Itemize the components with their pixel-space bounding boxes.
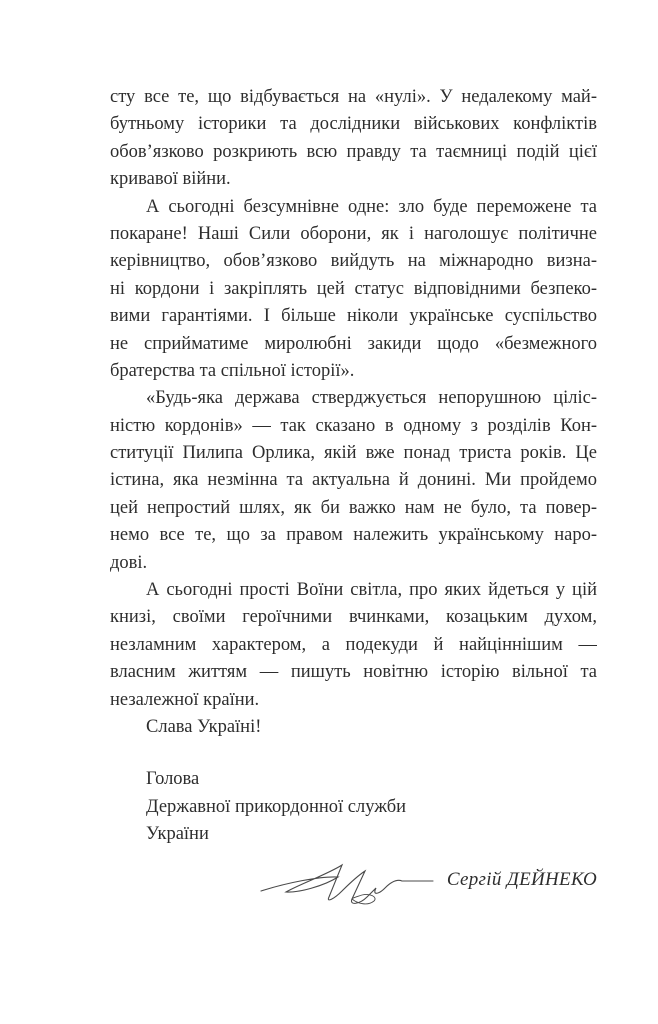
text-line: ституції Пилипа Орлика, якій вже понад триста років. Це <box>110 443 597 464</box>
text-line: вими гарантіями. І більше ніколи українське суспільство <box>110 306 597 327</box>
signature-block <box>110 766 597 912</box>
text-line: немо все те, що за правом належить українському наро- <box>110 525 597 546</box>
text-line: бутньому історики та дослідники військових конфліктів <box>110 114 597 135</box>
text-line: кривавої війни. <box>110 169 231 190</box>
text-line: незламним характером, а подекуди й найціннішим — <box>110 634 597 655</box>
signature-title-line: України <box>146 824 209 845</box>
text-line: А сьогодні безсумнівне одне: зло буде переможене та <box>146 196 597 217</box>
text-line: власним життям — пишуть новітню історію вільної та <box>110 662 597 683</box>
text-line: не сприйматиме миролюбні закиди щодо «безмежного <box>110 333 597 354</box>
text-line: А сьогодні прості Воїни світла, про яких йдеться у цій <box>146 580 597 601</box>
signature-row <box>110 851 597 913</box>
paragraph <box>110 577 597 714</box>
signatory-name: Сергій ДЕЙНЕКО <box>446 868 597 890</box>
text-line: керівництво, обов’язково вийдуть на міжнародно визна- <box>110 251 597 272</box>
text-line: ні кордони і закріплять цей статус відповідними безпеко- <box>110 278 597 299</box>
text-line: цей непростий шлях, як би важко нам не було, та повер- <box>110 497 597 518</box>
text-line: Слава Україні! <box>146 716 262 737</box>
signature-scrawl-icon <box>258 857 436 909</box>
text-line: сту все те, що відбувається на «нулі». У недалекому май- <box>110 87 597 107</box>
text-line: істина, яка незмінна та актуальна й донині. Ми пройдемо <box>110 470 597 491</box>
text-line: покаране! Наші Сили оборони, як і наголошує політичне <box>110 223 597 244</box>
text-line: обов’язково розкриють всю правду та таємниці подій цієї <box>110 141 597 162</box>
text-line: незалежної країни. <box>110 689 260 710</box>
paragraph <box>110 385 597 577</box>
paragraph <box>110 714 597 741</box>
signature-title-line: Голова <box>146 769 200 790</box>
text-line: ністю кордонів» — так сказано в одному з розділів Кон- <box>110 415 597 436</box>
text-line: братерства та спільної історії». <box>110 360 355 381</box>
text-line: «Будь-яка держава стверджується непорушною ціліс- <box>146 388 597 409</box>
paragraph <box>110 84 597 194</box>
text-line: дові. <box>110 552 148 573</box>
body-text <box>110 84 597 741</box>
paragraph <box>110 194 597 386</box>
text-line: книзі, своїми героїчними вчинками, козацьким духом, <box>110 607 597 628</box>
signature-title-line: Державної прикордонної служби <box>146 796 407 817</box>
signature-title-lines <box>110 766 597 848</box>
